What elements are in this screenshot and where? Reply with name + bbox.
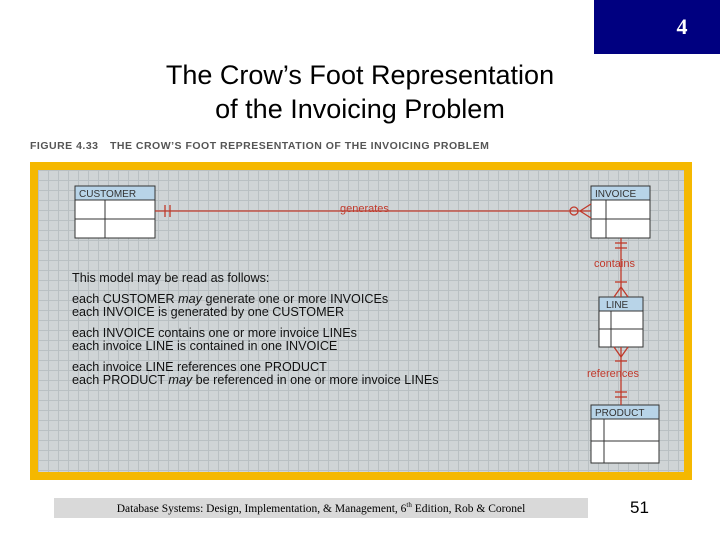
entity-customer xyxy=(75,186,155,238)
page-number: 51 xyxy=(630,498,649,517)
footer-citation xyxy=(54,498,588,518)
model-line-customer-generates: each CUSTOMER may generate one or more INVOICEs xyxy=(72,291,389,306)
model-reading-text xyxy=(72,272,439,395)
model-line-product-referenced: each PRODUCT may be referenced in one or more invoice LINEs xyxy=(72,373,439,387)
model-line-invoice-contains: each INVOICE contains one or more invoice LINEs xyxy=(72,325,357,340)
model-reading-heading: This model may be read as follows: xyxy=(72,271,270,285)
chapter-number: 4 xyxy=(676,14,688,39)
figure-caption-text: THE CROW’S FOOT REPRESENTATION OF THE INVOICING PROBLEM xyxy=(109,140,490,152)
footer-citation-text: Database Systems: Design, Implementation, & Management, 6th Edition, Rob & Coronel xyxy=(116,501,526,515)
entity-product-name: PRODUCT xyxy=(595,408,645,419)
entity-customer-name: CUSTOMER xyxy=(79,189,137,200)
entity-invoice xyxy=(591,186,650,238)
entity-invoice-name: INVOICE xyxy=(595,189,637,200)
relationship-generates-label: generates xyxy=(340,203,389,215)
model-reading-group-customer-invoice xyxy=(72,293,439,320)
relationship-contains-label: contains xyxy=(594,258,635,270)
model-reading-group-invoice-line xyxy=(72,327,439,354)
entity-line-name: LINE xyxy=(606,300,629,311)
model-line-line-references: each invoice LINE references one PRODUCT xyxy=(72,359,327,374)
model-line-invoice-generated-by: each INVOICE is generated by one CUSTOMER xyxy=(72,305,345,319)
relationship-references-label: references xyxy=(587,368,639,380)
entity-line xyxy=(599,297,643,347)
model-line-line-contained-in: each invoice LINE is contained in one INVOICE xyxy=(72,339,338,353)
model-reading-group-line-product xyxy=(72,361,439,388)
figure-number: FIGURE 4.33 xyxy=(30,140,99,152)
slide-title-line-1: The Crow’s Foot Representation xyxy=(165,60,555,90)
entity-product xyxy=(591,405,659,463)
slide-title-line-2: of the Invoicing Problem xyxy=(215,94,505,124)
